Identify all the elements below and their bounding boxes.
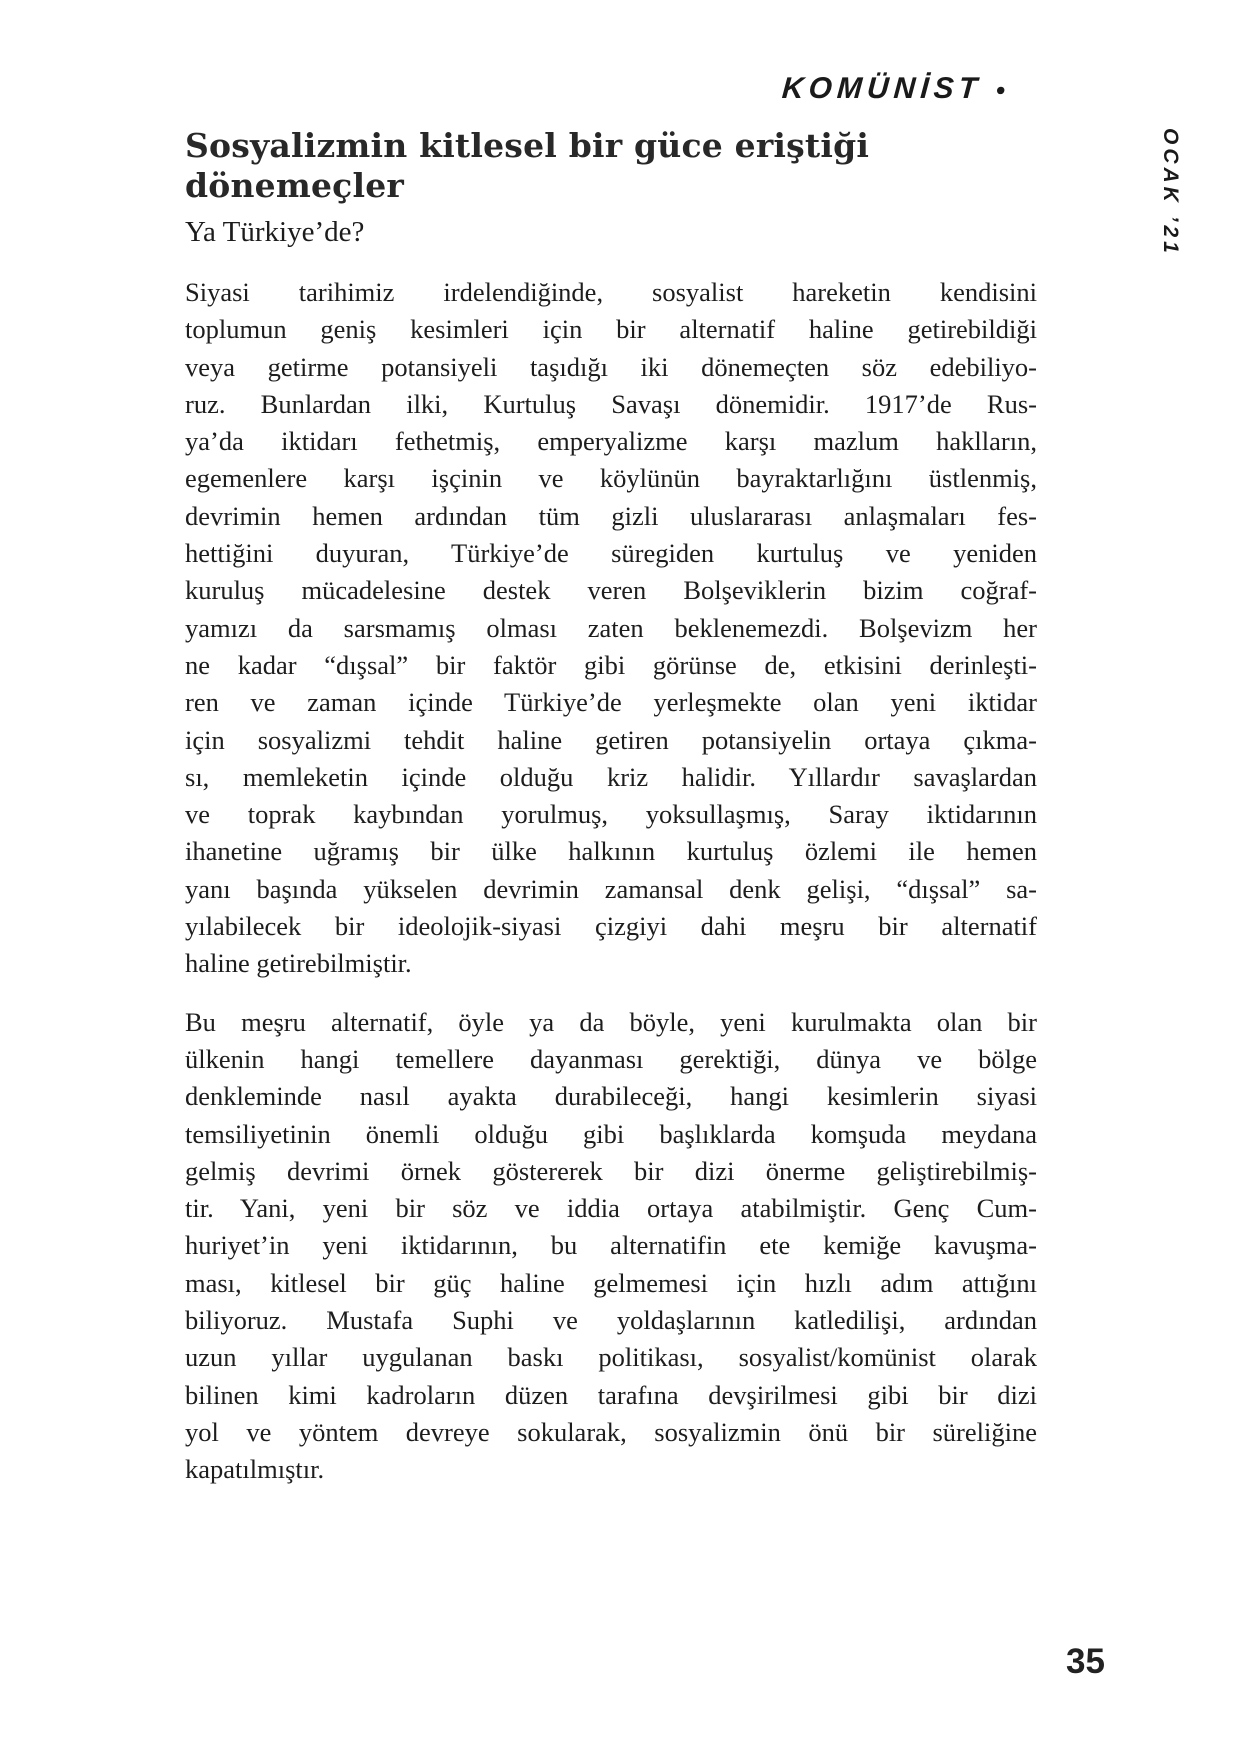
text-line: huriyet’in yeni iktidarının, bu alternatifin ete kemiğe kavuşma- [185,1230,1037,1261]
text-line: yanı başında yükselen devrimin zamansal denk gelişi, “dışsal” sa- [185,873,1037,904]
text-line: tir. Yani, yeni bir söz ve iddia ortaya atabilmiştir. Genç Cum- [185,1193,1037,1224]
text-line: haline getirebilmiştir. [185,948,412,979]
text-line: gelmiş devrimi örnek göstererek bir dizi önerme geliştirebilmiş- [185,1155,1037,1186]
text-line: egemenlere karşı işçinin ve köylünün bayraktarlığını üstlenmiş, [185,463,1037,494]
masthead-bullet-icon: • [994,74,1007,105]
text-line: ülkenin hangi temellere dayanması gerektiği, dünya ve bölge [185,1043,1037,1074]
text-line: için sosyalizmi tehdit haline getiren potansiyelin ortaya çıkma- [185,724,1037,755]
text-line: ması, kitlesel bir güç haline gelmemesi için hızlı adım attığını [185,1267,1037,1298]
text-line: uzun yıllar uygulanan baskı politikası, sosyalist/komünist olarak [185,1342,1037,1373]
text-line: Siyasi tarihimiz irdelendiğinde, sosyalist hareketin kendisini [185,277,1037,307]
text-line: biliyoruz. Mustafa Suphi ve yoldaşlarının katledilişi, ardından [185,1305,1037,1336]
text-line: denkleminde nasıl ayakta durabileceği, hangi kesimlerin siyasi [185,1081,1037,1112]
page-number: 35 [1066,1642,1105,1681]
text-line: devrimin hemen ardından tüm gizli uluslararası anlaşmaları fes- [185,500,1037,531]
text-line: ve toprak kaybından yorulmuş, yoksullaşmış, Saray iktidarının [185,799,1037,830]
text-line: yamızı da sarsmamış olması zaten beklenemezdi. Bolşevizm her [185,612,1037,643]
article-subtitle: Ya Türkiye’de? [185,216,365,248]
text-line: yılabilecek bir ideolojik-siyasi çizgiyi dahi meşru bir alternatif [185,911,1037,942]
text-line: ya’da iktidarı fethetmiş, emperyalizme karşı mazlum haklların, [185,426,1037,457]
text-line: ihanetine uğramış bir ülke halkının kurtuluş özlemi ile hemen [185,836,1037,867]
text-line: bilinen kimi kadroların düzen tarafına devşirilmesi gibi bir dizi [185,1379,1037,1410]
magazine-masthead [781,72,1006,106]
text-line: ruz. Bunlardan ilki, Kurtuluş Savaşı dönemidir. 1917’de Rus- [185,388,1037,419]
paragraph [185,1004,1037,1489]
text-line: ren ve zaman içinde Türkiye’de yerleşmekte olan yeni iktidar [185,687,1037,718]
text-line: ne kadar “dışsal” bir faktör gibi görünse de, etkisini derinleşti- [185,649,1037,680]
magazine-title: KOMÜNİST [780,72,984,105]
text-line: yol ve yöntem devreye sokularak, sosyalizmin önü bir süreliğine [185,1416,1037,1447]
text-line: sı, memleketin içinde olduğu kriz halidir. Yıllardır savaşlardan [185,761,1037,792]
text-line: hettiğini duyuran, Türkiye’de süregiden kurtuluş ve yeniden [185,538,1037,569]
article-body [185,274,1037,1489]
article-title: Sosyalizmin kitlesel bir güce eriştiği dönemeçler [185,126,870,205]
text-line: kuruluş mücadelesine destek veren Bolşeviklerin bizim coğraf- [185,575,1037,606]
issue-date-vertical: OCAK ’21 [1159,128,1182,257]
text-line: veya getirme potansiyeli taşıdığı iki dönemeçten söz edebiliyo- [185,351,1037,382]
text-line: kapatılmıştır. [185,1454,325,1485]
text-line: temsiliyetinin önemli olduğu gibi başlıklarda komşuda meydana [185,1118,1037,1149]
text-line: Bu meşru alternatif, öyle ya da böyle, yeni kurulmakta olan bir [185,1006,1037,1037]
article [185,126,1037,1510]
paragraph [185,274,1037,983]
text-line: toplumun geniş kesimleri için bir alternatif haline getirebildiği [185,314,1037,345]
